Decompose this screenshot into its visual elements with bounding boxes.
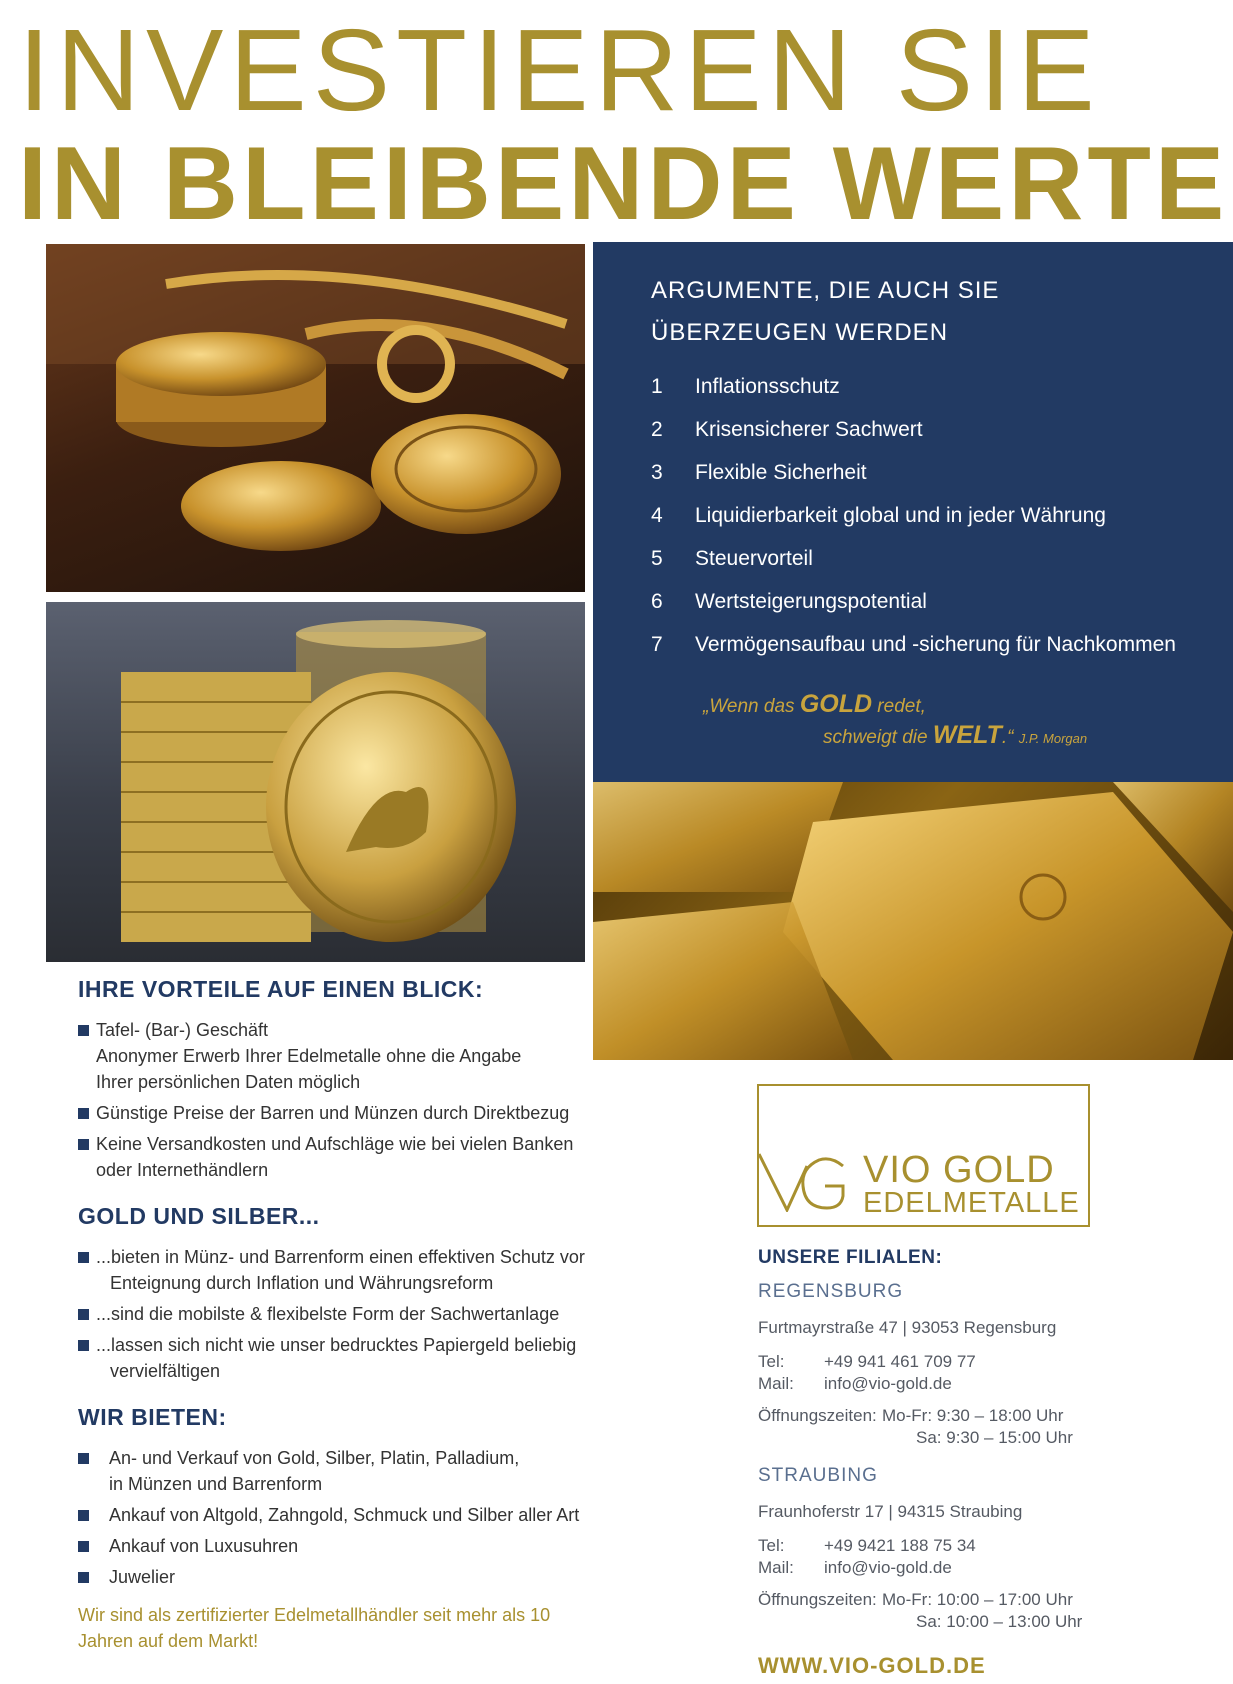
quote-schweigt: schweigt die [823,727,933,748]
quote-gold-word: GOLD [799,690,873,718]
gold-silver-line: ...bieten in Münz- und Barrenform einen effektiven Schutz vor [96,1247,585,1267]
argument-item [651,537,1176,580]
square-bullet-icon [78,1453,89,1464]
gold-silver-heading: GOLD UND SILBER... [78,1203,320,1229]
tel-value[interactable]: +49 941 461 709 77 [824,1352,976,1371]
quote-line-1 [703,690,1087,721]
advantage-item [78,1131,618,1183]
mail-value[interactable]: info@vio-gold.de [824,1558,952,1577]
tel-value[interactable]: +49 9421 188 75 34 [824,1536,976,1555]
square-bullet-icon [78,1025,89,1036]
headline-line-2: IN BLEIBENDE WERTE [18,126,1229,242]
advantage-line: Tafel- (Bar-) Geschäft [96,1020,269,1040]
offer-item [78,1445,618,1497]
argument-item [651,451,1176,494]
coin-stack-photo [46,602,585,962]
branch-address: Furtmayrstraße 47 | 93053 Regensburg [758,1318,1057,1337]
gold-silver-line: ...lassen sich nicht wie unser bedrucktes Papiergeld beliebig [96,1335,577,1355]
offer-heading: WIR BIETEN: [78,1404,227,1430]
branches-column [758,1247,1218,1679]
square-bullet-icon [78,1510,89,1521]
branch-hours [758,1589,1218,1633]
offer-line: Juwelier [109,1567,176,1587]
advantages-list [78,1017,618,1183]
branch-city: STRAUBING [758,1465,878,1486]
argument-text: Wertsteigerungspotential [695,589,927,613]
argument-item [651,365,1176,408]
branch-city: REGENSBURG [758,1281,904,1302]
mail-label: Mail: [758,1558,794,1577]
argument-number: 2 [651,417,663,441]
offer-item [78,1502,618,1528]
advantage-line: Günstige Preise der Barren und Münzen durch Direktbezug [96,1103,570,1123]
argument-text: Liquidierbarkeit global und in jeder Währung [695,503,1106,527]
mail-label: Mail: [758,1374,794,1393]
offer-item [78,1533,618,1559]
branch-contact [758,1535,1218,1579]
logo-name: VIO GOLD [863,1149,1055,1191]
arguments-list [651,365,1176,666]
vio-gold-monogram-icon [757,1152,847,1212]
argument-text: Vermögensaufbau und -sicherung für Nachkommen [695,632,1176,656]
advantage-line: Ihrer persönlichen Daten möglich [96,1072,361,1092]
argument-number: 6 [651,589,663,613]
square-bullet-icon [78,1309,89,1320]
gold-silver-list [78,1244,618,1384]
gold-silver-item [78,1301,618,1327]
argument-text: Flexible Sicherheit [695,460,867,484]
square-bullet-icon [78,1252,89,1263]
argument-item [651,494,1176,537]
square-bullet-icon [78,1541,89,1552]
square-bullet-icon [78,1340,89,1351]
offer-line: Ankauf von Luxusuhren [109,1536,299,1556]
advantages-heading: IHRE VORTEILE AUF EINEN BLICK: [78,976,484,1002]
gold-bars-photo [593,782,1233,1060]
certification-tagline: Wir sind als zertifizierter Edelmetallhändler seit mehr als 10 Jahren auf dem Markt! [78,1605,551,1651]
hours-weekday: Mo-Fr: 10:00 – 17:00 Uhr [882,1590,1073,1609]
hours-label: Öffnungszeiten: [758,1590,877,1609]
gold-silver-item [78,1332,618,1384]
gold-silver-line: ...sind die mobilste & flexibelste Form der Sachwertanlage [96,1304,560,1324]
offer-item [78,1564,618,1590]
logo-subtitle: EDELMETALLE [863,1187,1080,1219]
advantage-line: oder Internethändlern [96,1160,269,1180]
square-bullet-icon [78,1139,89,1150]
quote-open: „Wenn das [703,696,800,717]
argument-number: 5 [651,546,663,570]
gold-silver-item [78,1244,618,1296]
square-bullet-icon [78,1572,89,1583]
hours-weekday: Mo-Fr: 9:30 – 18:00 Uhr [882,1406,1064,1425]
advantage-line: Keine Versandkosten und Aufschläge wie bei vielen Banken [96,1134,574,1154]
arguments-title [651,270,999,354]
tel-label: Tel: [758,1352,785,1371]
offer-line: Ankauf von Altgold, Zahngold, Schmuck und Silber aller Art [109,1505,580,1525]
arguments-title-line-2: ÜBERZEUGEN WERDEN [651,319,949,346]
website-link[interactable]: WWW.VIO-GOLD.DE [758,1653,986,1678]
mail-value[interactable]: info@vio-gold.de [824,1374,952,1393]
advantage-item [78,1100,618,1126]
argument-item [651,623,1176,666]
argument-number: 1 [651,374,663,398]
vio-gold-logo [757,1084,1090,1227]
offer-line: An- und Verkauf von Gold, Silber, Platin, Palladium, [109,1448,520,1468]
morgan-quote [703,690,1087,753]
argument-number: 4 [651,503,663,527]
offer-list [78,1445,618,1590]
branch-hours [758,1405,1218,1449]
branches-heading: UNSERE FILIALEN: [758,1247,943,1268]
argument-text: Krisensicherer Sachwert [695,417,923,441]
argument-text: Inflationsschutz [695,374,840,398]
quote-redet: redet, [872,696,926,717]
argument-text: Steuervorteil [695,546,813,570]
branch-contact [758,1351,1218,1395]
offer-line: in Münzen und Barrenform [109,1474,323,1494]
argument-item [651,408,1176,451]
quote-line-2 [703,721,1087,753]
hours-saturday: Sa: 10:00 – 13:00 Uhr [916,1612,1083,1631]
gold-silver-line: vervielfältigen [110,1361,221,1381]
hours-saturday: Sa: 9:30 – 15:00 Uhr [916,1428,1073,1447]
advantage-item [78,1017,618,1095]
quote-close: .“ [1001,727,1014,748]
argument-number: 7 [651,632,663,656]
left-info-column [78,976,618,1654]
advantage-line: Anonymer Erwerb Ihrer Edelmetalle ohne die Angabe [96,1046,522,1066]
arguments-title-line-1: ARGUMENTE, DIE AUCH SIE [651,277,1000,304]
quote-welt-word: WELT [932,721,1002,749]
gold-coins-photo [46,244,585,592]
arguments-panel [593,242,1233,782]
tel-label: Tel: [758,1536,785,1555]
argument-item [651,580,1176,623]
gold-silver-line: Enteignung durch Inflation und Währungsreform [110,1273,494,1293]
branch-address: Fraunhoferstr 17 | 94315 Straubing [758,1502,1023,1521]
argument-number: 3 [651,460,663,484]
quote-author: J.P. Morgan [1018,731,1088,746]
headline-line-1: INVESTIEREN SIE [18,5,1101,135]
square-bullet-icon [78,1108,89,1119]
hours-label: Öffnungszeiten: [758,1406,877,1425]
